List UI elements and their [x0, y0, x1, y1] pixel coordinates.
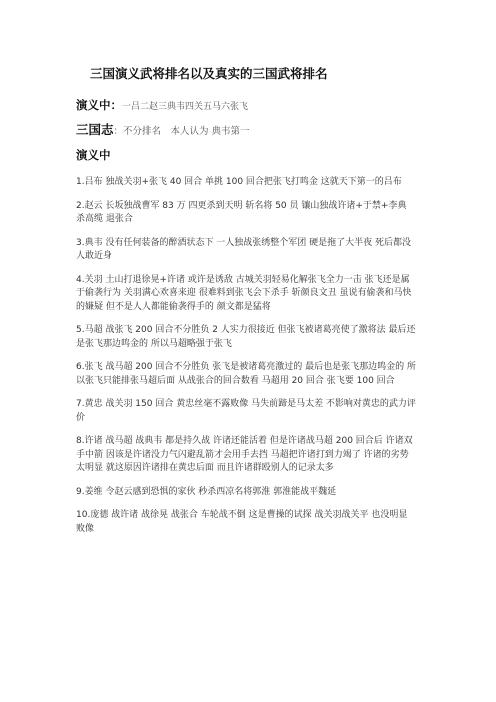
ranking-item: 10.庞德 战许诸 战徐晃 战张合 车轮战不倒 这是曹操的试探 战关羽战关平 也没明显败像 [76, 510, 408, 534]
document-title: 三国演义武将排名以及真实的三国武将排名 [90, 66, 328, 81]
ranking-item: 9.姜维 令赵云感到恐惧的家伙 秒杀西凉名将郭淮 郭淮能战平魏延 [76, 486, 337, 497]
ranking-item: 6.张飞 战马超 200 回合不分胜负 张飞是被诸葛亮激过的 最后也是张飞那边鸣金的 所以张飞只能排张马超后面 从战张合的回合数看 马超用 20 回合 张飞要 100 回合 [76, 362, 416, 386]
ranking-item: 3.典韦 没有任何装备的醉酒状态下 一人独战张绣整个军团 硬是拖了大半夜 死后都没人敢近身 [76, 237, 412, 261]
ranking-item: 2.赵云 长坂独战曹军 83 万 四更杀到天明 斩名将 50 员 镶山独战许诸+于禁+李典 杀高缆 退张合 [76, 200, 407, 224]
ranking-item: 1.吕布 独战关羽+张飞 40 回合 单挑 100 回合把张飞打鸣金 这就天下第一的吕布 [76, 177, 402, 187]
ranking-item: 8.许诸 战马超 战典韦 都是持久战 许诸还能活着 但是许诸战马超 200 回合后 许诸双手中箭 因该是许诸没力气闪避乱箭才会用手去挡 马超把许诸打到力竭了 许诸的劣势太明显 就这原因许诸排在黄忠后面 而且许诸群殴别人的记录太多 [76, 436, 413, 473]
yanyi-label: 演义中： [76, 98, 122, 112]
ranking-item: 4.关羽 土山打退徐晃+许诸 或许是诱敌 古城关羽轻易化解张飞全力一击 张飞还是属于偷袭行为 关羽满心欢喜来迎 很难料到张飞会下杀手 斩颜良文丑 虽说有偷袭和马快的嫌疑 但不是人人都能偷袭得手的 颜文都是猛将 [76, 274, 412, 312]
ranking-item: 7.黄忠 战关羽 150 回合 黄忠丝毫不露败像 马失前蹄是马太差 不影响对黄忠的武力评价 [76, 399, 416, 423]
section-heading: 演义中 [76, 148, 111, 162]
ranking-item: 5.马超 战张飞 200 回合不分胜负 2 人实力很接近 但张飞被诸葛亮使了激将法 最后还是张飞那边鸣金的 所以马超略强于张飞 [76, 325, 416, 349]
yanyi-summary [76, 94, 248, 113]
sanguozhi-label: 三国志 [76, 122, 114, 137]
sanguozhi-summary [76, 119, 250, 138]
ranking-list [76, 176, 416, 546]
yanyi-text: 一吕二赵三典韦四关五马六张飞 [122, 102, 249, 112]
sanguozhi-text: ：不分排名 本人认为 典韦第一 [113, 126, 250, 137]
